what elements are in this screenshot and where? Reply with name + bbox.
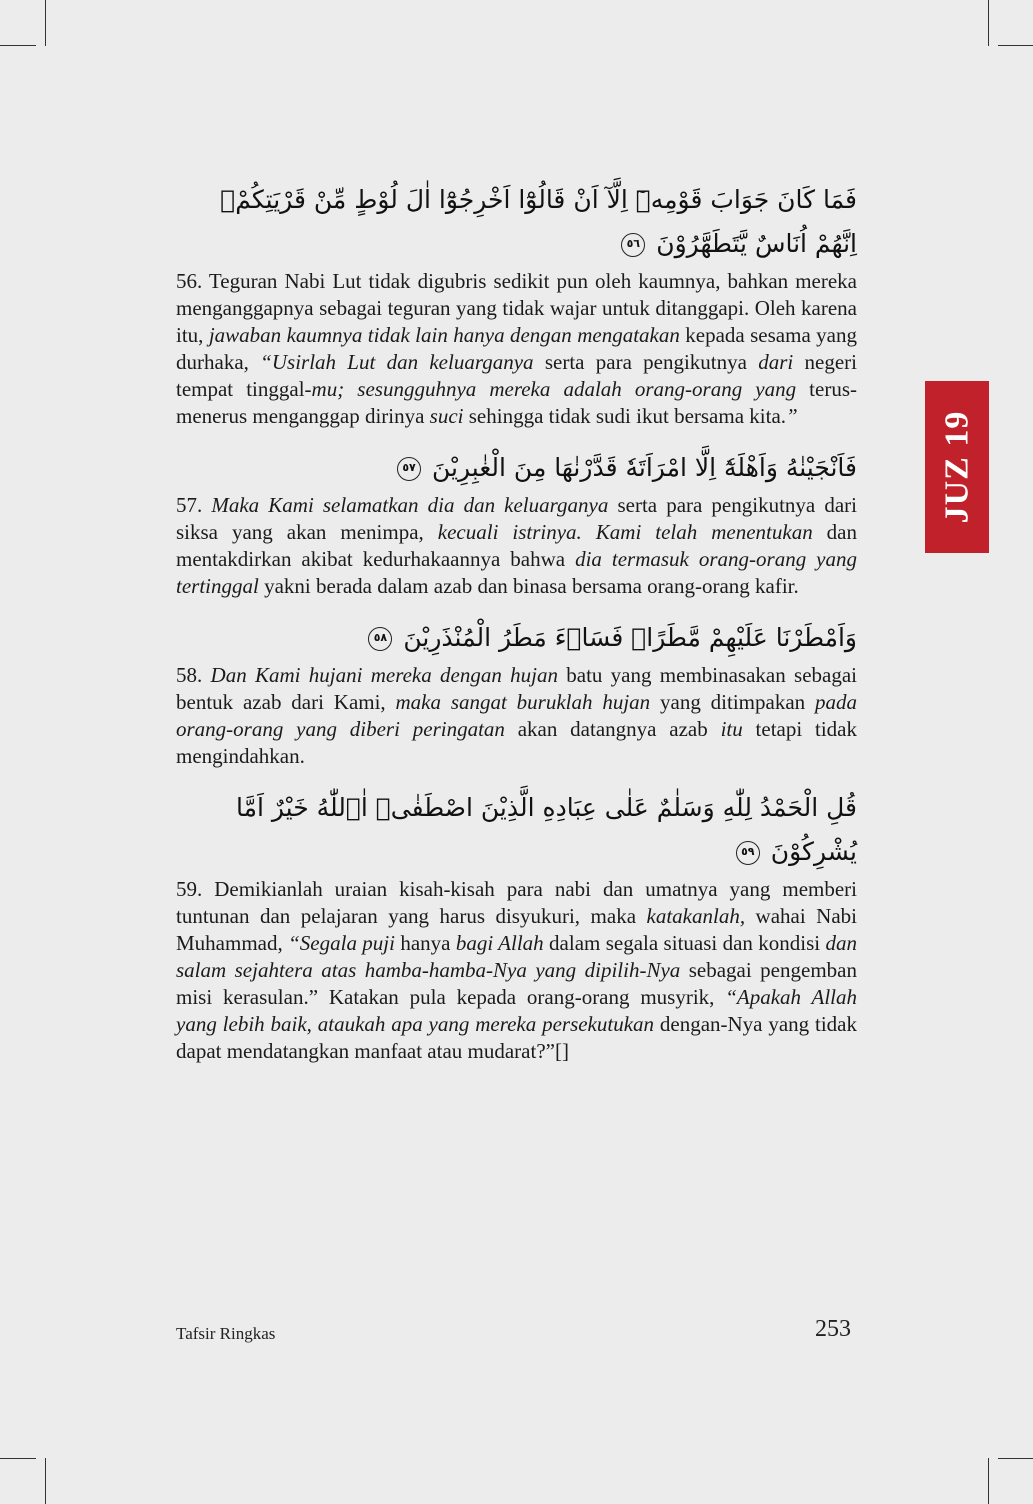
- tafsir-emphasis: “Usirlah Lut dan keluarganya: [260, 350, 534, 374]
- tafsir-text: sehingga tidak sudi ikut bersama kita.: [463, 404, 787, 428]
- tafsir-paragraph: [176, 268, 857, 430]
- tafsir-emphasis: jawaban kaumnya tidak lain hanya dengan mengatakan: [208, 323, 680, 347]
- tafsir-emphasis: Maka Kami selamatkan dia dan keluarganya: [211, 493, 609, 517]
- tafsir-emphasis: itu: [720, 717, 743, 741]
- verse-block-58: [176, 616, 857, 770]
- ayah-number-marker: ٥٧: [397, 457, 421, 481]
- tafsir-text: 56. Teguran Nabi Lut tidak digubris sedikit pun oleh kaumnya, bahkan mereka menganggapnya sebagai teguran yang tidak wajar untuk ditanggapi. Oleh karena itu,: [176, 269, 857, 347]
- tafsir-emphasis: “Apakah Allah yang lebih baik, ataukah apa yang mereka persekutukan: [176, 985, 857, 1036]
- crop-mark: [998, 45, 1033, 46]
- page-number: 253: [815, 1316, 851, 1342]
- tafsir-text: kepada sesama yang durhaka,: [176, 323, 857, 374]
- tafsir-emphasis: dan salam sejahtera atas hamba-hamba-Nya yang dipilih-Nya: [176, 931, 857, 982]
- tafsir-text: negeri tempat tinggal-: [176, 350, 858, 401]
- tafsir-text: 58.: [176, 663, 211, 687]
- crop-mark: [988, 0, 989, 46]
- tafsir-text: sebagai pengemban misi kerasulan.” Katakan pula kepada orang-orang musyrik,: [176, 958, 857, 1009]
- page-content: [176, 178, 857, 1065]
- ayah-number-marker: ٥٩: [736, 841, 760, 865]
- verse-block-59: [176, 786, 857, 1065]
- tafsir-text: wahai Nabi Muhammad,: [176, 904, 858, 955]
- tafsir-text: yang ditimpakan: [650, 690, 815, 714]
- arabic-verse: [176, 786, 857, 874]
- arabic-verse: [176, 178, 857, 266]
- tafsir-emphasis: katakanlah,: [646, 904, 746, 928]
- tafsir-emphasis: bagi Allah: [455, 931, 544, 955]
- crop-mark: [0, 1458, 36, 1459]
- ayah-number-marker: ٥٨: [368, 627, 392, 651]
- tafsir-emphasis: mu; sesungguhnya mereka adalah orang-orang yang: [311, 377, 797, 401]
- tafsir-text: hanya: [394, 931, 456, 955]
- arabic-verse: [176, 616, 857, 660]
- ayah-number-marker: ٥٦: [621, 233, 645, 257]
- crop-mark: [998, 1458, 1033, 1459]
- tafsir-text: 59. Demikianlah uraian kisah-kisah para nabi dan umatnya yang memberi tuntunan dan pelajaran yang harus disyukuri, maka: [176, 877, 857, 928]
- tafsir-text: terus-menerus menganggap dirinya: [176, 377, 857, 428]
- tafsir-text: dengan-Nya yang tidak dapat mendatangkan manfaat atau mudarat?”[]: [176, 1012, 857, 1063]
- verse-block-57: [176, 446, 857, 600]
- tafsir-paragraph: [176, 662, 857, 770]
- arabic-text: فَاَنْجَيْنٰهُ وَاَهْلَهٗٓ اِلَّا امْرَاَتَهٗ قَدَّرْنٰهَا مِنَ الْغٰبِرِيْنَ: [432, 453, 857, 482]
- tafsir-emphasis: maka sangat buruklah hujan: [395, 690, 651, 714]
- tafsir-text: tetapi tidak mengindahkan.: [176, 717, 858, 768]
- crop-mark: [45, 1458, 46, 1504]
- tafsir-text: dan mentakdirkan akibat kedurhakaannya bahwa: [176, 520, 858, 571]
- tafsir-text: batu yang membinasakan sebagai bentuk azab dari Kami,: [176, 663, 857, 714]
- tafsir-text: serta para pengikutnya: [533, 350, 759, 374]
- tafsir-text: dalam segala situasi dan kondisi: [543, 931, 826, 955]
- juz-tab-label: JUZ 19: [938, 410, 976, 524]
- tafsir-emphasis: dia termasuk orang-orang yang tertinggal: [176, 547, 857, 598]
- arabic-text: فَمَا كَانَ جَوَابَ قَوْمِهٖٓ اِلَّآ اَنْ قَالُوْٓا اَخْرِجُوْٓا اٰلَ لُوْطٍ مِّنْ قَرْيَتِكُمْۙ اِنَّهُمْ اُنَاسٌ يَّتَطَهَّرُوْنَ: [220, 185, 857, 258]
- verse-block-56: [176, 178, 857, 430]
- tafsir-text: yakni berada dalam azab dan binasa bersama orang-orang kafir.: [258, 574, 799, 598]
- arabic-verse: [176, 446, 857, 490]
- arabic-text: قُلِ الْحَمْدُ لِلّٰهِ وَسَلٰمٌ عَلٰى عِبَادِهِ الَّذِيْنَ اصْطَفٰىۗ اٰۤللّٰهُ خَيْرٌ اَمَّا يُشْرِكُوْنَ: [235, 793, 857, 866]
- tafsir-text: serta para pengikutnya dari siksa yang akan menimpa,: [176, 493, 857, 544]
- tafsir-emphasis: suci: [429, 404, 464, 428]
- tafsir-emphasis: pada orang-orang yang diberi peringatan: [176, 690, 857, 741]
- tafsir-emphasis: dari: [758, 350, 794, 374]
- tafsir-emphasis: ”: [786, 404, 798, 428]
- tafsir-emphasis: kecuali istrinya. Kami telah menentukan: [437, 520, 813, 544]
- tafsir-emphasis: Dan Kami hujani mereka dengan hujan: [210, 663, 558, 687]
- tafsir-text: 57.: [176, 493, 212, 517]
- crop-mark: [0, 45, 36, 46]
- juz-tab: [925, 381, 989, 553]
- arabic-text: وَاَمْطَرْنَا عَلَيْهِمْ مَّطَرًاۚ فَسَاۤءَ مَطَرُ الْمُنْذَرِيْنَ: [403, 623, 857, 652]
- footer-book-title: Tafsir Ringkas: [176, 1324, 276, 1343]
- crop-mark: [988, 1458, 989, 1504]
- tafsir-paragraph: [176, 492, 857, 600]
- tafsir-emphasis: “Segala puji: [288, 931, 395, 955]
- tafsir-text: akan datangnya azab: [504, 717, 721, 741]
- crop-mark: [45, 0, 46, 46]
- tafsir-paragraph: [176, 876, 857, 1065]
